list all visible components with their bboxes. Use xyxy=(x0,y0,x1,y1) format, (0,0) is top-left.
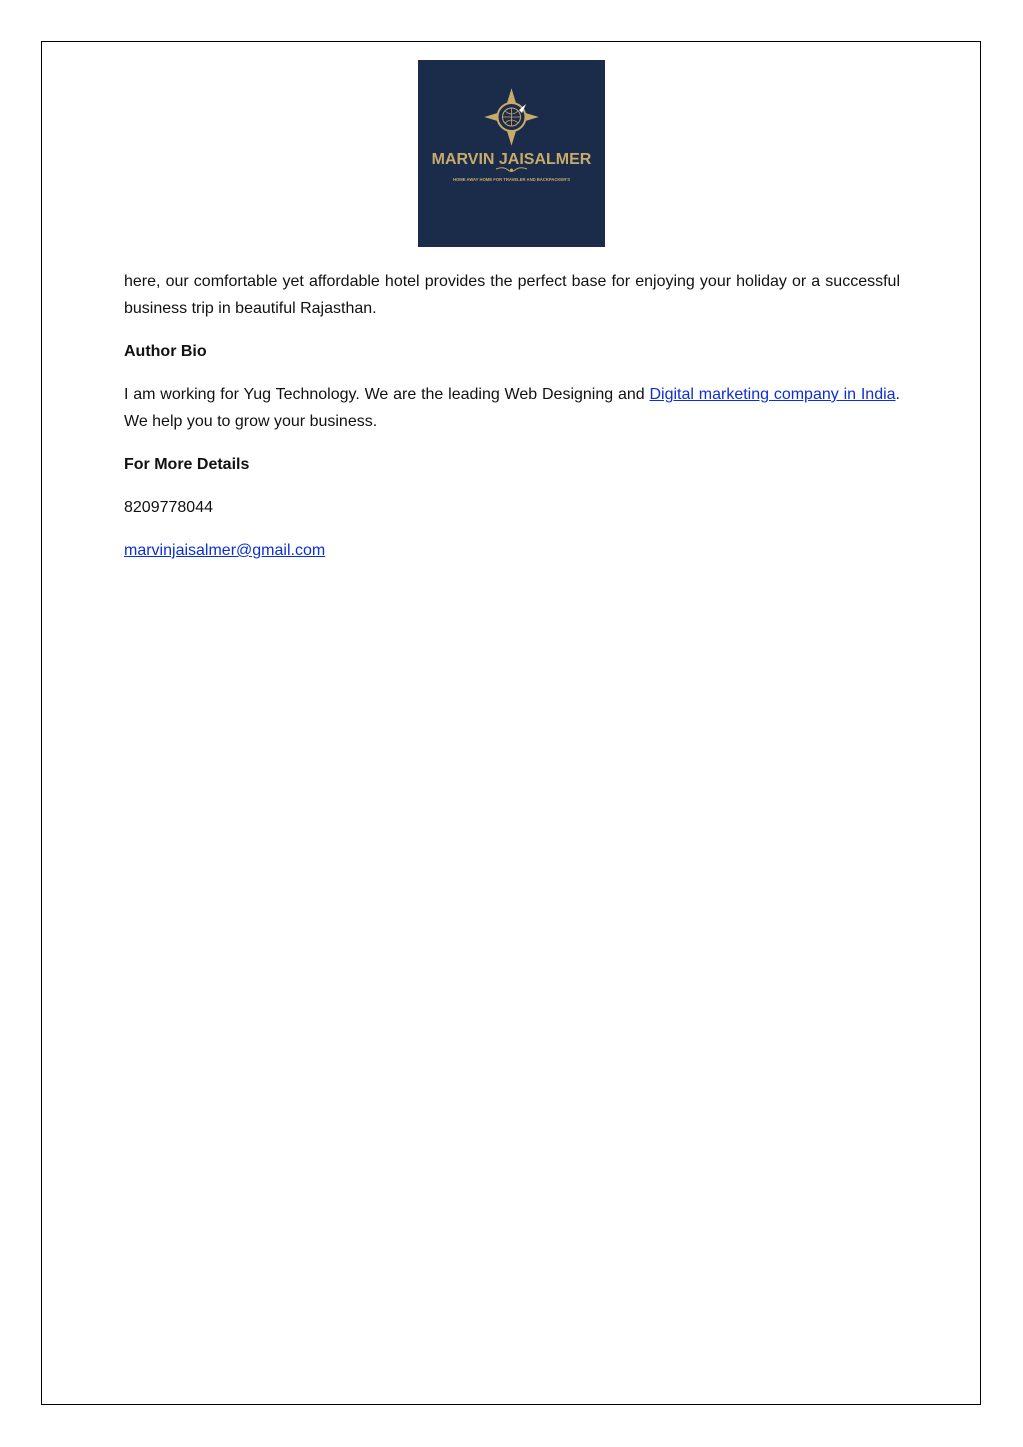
document-content xyxy=(124,268,900,564)
author-bio-paragraph xyxy=(124,381,900,435)
logo-brand-name: MARVIN JAISALMER xyxy=(431,151,592,168)
compass-globe-logo-icon xyxy=(418,60,605,247)
logo-tagline: HOME AWAY HOME FOR TRAVELER AND BACKPACKER'S xyxy=(452,177,571,182)
more-details-heading: For More Details xyxy=(124,456,250,473)
author-bio-text-end: . We help you to grow your business. xyxy=(124,386,900,430)
author-bio-text-start: I am working for Yug Technology. We are the leading Web Designing and xyxy=(124,386,650,403)
author-bio-heading: Author Bio xyxy=(124,343,207,360)
email-link[interactable]: marvinjaisalmer@gmail.com xyxy=(124,542,326,559)
marvin-jaisalmer-logo xyxy=(418,60,605,247)
email-paragraph xyxy=(124,537,900,564)
phone-number: 8209778044 xyxy=(124,499,213,516)
digital-marketing-link[interactable]: Digital marketing company in India xyxy=(649,386,896,403)
intro-paragraph: here, our comfortable yet affordable hotel provides the perfect base for enjoying your holiday or a successful business trip in beautiful Rajasthan. xyxy=(124,273,900,317)
